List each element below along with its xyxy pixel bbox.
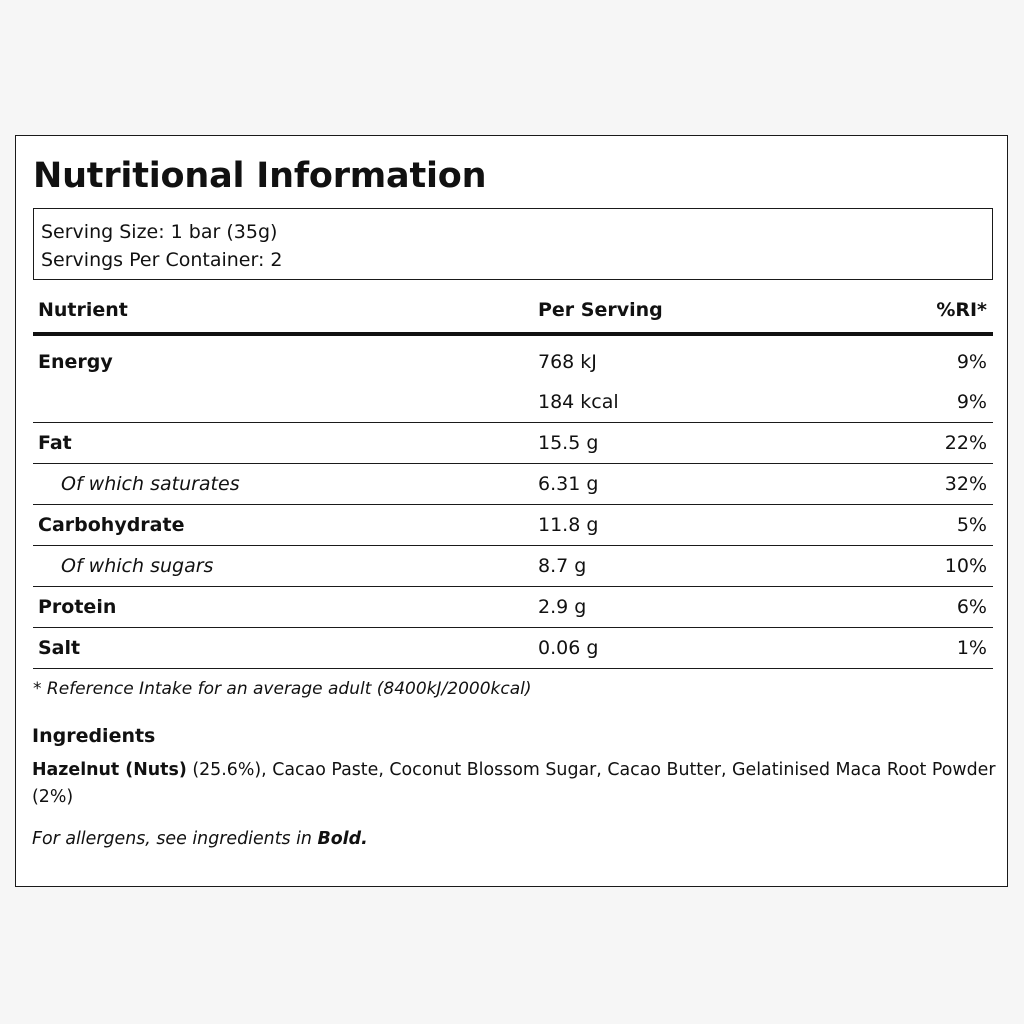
ingredients-rest: (25.6%), Cacao Paste, Coconut Blossom Sugar, Cacao Butter, Gelatinised Maca Root Powder (2%) <box>32 760 996 807</box>
table-row-energy-kj <box>33 336 993 382</box>
table-row-energy-kcal <box>33 382 993 423</box>
header-nutrient: Nutrient <box>38 299 128 321</box>
ri-value: 32% <box>944 473 987 495</box>
table-row-protein <box>33 587 993 628</box>
allergen-note-bold: Bold. <box>317 829 368 849</box>
per-serving-value: 768 kJ <box>538 351 597 373</box>
ri-value: 5% <box>956 514 987 536</box>
per-serving-value: 2.9 g <box>538 596 587 618</box>
nutrient-name: Fat <box>38 432 72 454</box>
ri-value: 10% <box>944 555 987 577</box>
table-header-row <box>33 288 993 336</box>
allergen-ingredient: Hazelnut (Nuts) <box>32 760 187 780</box>
table-row-carbohydrate <box>33 505 993 546</box>
table-row-saturates <box>33 464 993 505</box>
ri-value: 1% <box>956 637 987 659</box>
serving-info-box <box>33 208 993 280</box>
per-serving-value: 184 kcal <box>538 391 619 413</box>
header-ri: %RI* <box>936 299 987 321</box>
nutrient-name: Of which saturates <box>61 473 240 495</box>
nutrient-name: Carbohydrate <box>38 514 185 536</box>
header-per-serving: Per Serving <box>538 299 663 321</box>
ingredients-text <box>32 757 996 811</box>
table-row-sugars <box>33 546 993 587</box>
nutrient-name: Salt <box>38 637 81 659</box>
table-row-fat <box>33 423 993 464</box>
servings-per-container: Servings Per Container: 2 <box>41 249 283 271</box>
per-serving-value: 15.5 g <box>538 432 599 454</box>
ingredients-heading: Ingredients <box>32 725 156 747</box>
ri-value: 6% <box>956 596 987 618</box>
table-row-salt <box>33 628 993 669</box>
nutrient-name: Protein <box>38 596 117 618</box>
nutrient-name: Of which sugars <box>61 555 214 577</box>
page-title: Nutritional Information <box>33 156 487 196</box>
nutrient-name: Energy <box>38 351 113 373</box>
serving-size: Serving Size: 1 bar (35g) <box>41 221 278 243</box>
per-serving-value: 11.8 g <box>538 514 599 536</box>
per-serving-value: 6.31 g <box>538 473 599 495</box>
ri-value: 22% <box>944 432 987 454</box>
per-serving-value: 0.06 g <box>538 637 599 659</box>
ri-value: 9% <box>956 391 987 413</box>
ri-value: 9% <box>956 351 987 373</box>
reference-intake-footnote: * Reference Intake for an average adult (8400kJ/2000kcal) <box>33 679 532 699</box>
nutrition-table <box>33 288 993 669</box>
allergen-note-prefix: For allergens, see ingredients in <box>32 829 318 849</box>
allergen-note <box>32 829 368 849</box>
per-serving-value: 8.7 g <box>538 555 587 577</box>
nutrition-label <box>15 135 1008 887</box>
